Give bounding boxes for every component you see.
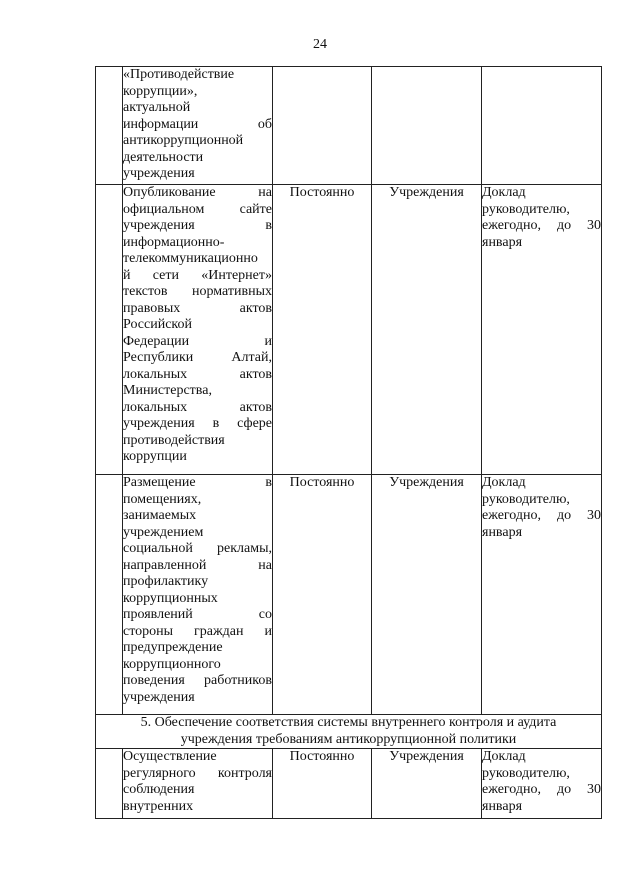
report-line: Доклад (482, 749, 526, 764)
page-number: 24 (313, 37, 327, 52)
executor-cell: Учреждения (372, 185, 482, 475)
activity-line: й сети «Интернет» (123, 267, 272, 283)
activity-line: коррупции (123, 449, 187, 464)
row-number-cell (96, 185, 123, 475)
report-line: января (482, 234, 523, 250)
term-cell: Постоянно (273, 185, 372, 475)
activity-line: внутренних (123, 798, 194, 814)
activity-line: Российской (123, 317, 192, 332)
activity-line: коррупционных (123, 590, 218, 606)
activity-line: официальном сайте (123, 201, 272, 217)
activity-line: Опубликование на (123, 185, 272, 200)
activity-line: регулярного контроля (123, 765, 272, 781)
activity-line: антикоррупционной (123, 133, 244, 148)
term-cell (273, 67, 372, 185)
activity-line: учреждением (123, 524, 204, 540)
activity-line: Федерации и (123, 333, 272, 349)
activity-line: противодействия (123, 432, 225, 448)
activity-cell (123, 67, 273, 185)
activity-line: деятельности (123, 149, 204, 165)
activity-line: локальных актов (123, 366, 272, 382)
activity-line: «Противодействие (123, 67, 235, 82)
table-row (96, 185, 602, 475)
report-cell (482, 749, 602, 819)
activity-line: предупреждение (123, 640, 223, 655)
report-line: января (482, 798, 523, 814)
report-line: руководителю, (482, 765, 570, 781)
executor-cell (372, 67, 482, 185)
activity-line: стороны граждан и (123, 623, 272, 639)
activity-line: локальных актов (123, 399, 272, 415)
activity-line: информационно- (123, 234, 225, 250)
activity-line: коррупции», (123, 83, 198, 99)
activity-line: Республики Алтай, (123, 350, 272, 365)
executor-cell: Учреждения (372, 475, 482, 715)
activity-line: профилактику (123, 574, 209, 589)
activity-line: помещениях, (123, 491, 202, 507)
activity-cell (123, 749, 273, 819)
table-row (96, 67, 602, 185)
activity-line: социальной рекламы, (123, 541, 272, 556)
report-cell (482, 67, 602, 185)
report-line: Доклад (482, 185, 526, 200)
report-line: Доклад (482, 475, 526, 490)
report-cell (482, 475, 602, 715)
section-heading-row (96, 715, 602, 749)
section-heading-line: учреждения требованиям антикоррупционной политики (180, 731, 517, 747)
activity-line: Министерства, (123, 383, 212, 398)
row-number-cell (96, 749, 123, 819)
report-line: руководителю, (482, 201, 570, 217)
section-heading-line: 5. Обеспечение соответствия системы внутреннего контроля и аудита (140, 715, 557, 730)
row-number-cell (96, 475, 123, 715)
activity-line: текстов нормативных (123, 284, 272, 299)
activity-line: направленной на (123, 557, 272, 573)
activity-line: правовых актов (123, 300, 272, 316)
activity-line: коррупционного (123, 656, 221, 672)
term-cell: Постоянно (273, 749, 372, 819)
table-row (96, 749, 602, 819)
report-line: января (482, 524, 523, 540)
report-line: ежегодно, до 30 (482, 508, 601, 523)
activity-line: учреждения (123, 689, 195, 705)
measures-table (95, 66, 602, 819)
activity-line: учреждения (123, 166, 195, 181)
activity-line: проявлений со (123, 607, 272, 622)
activity-line: телекоммуникационно (123, 251, 258, 266)
activity-line: информации об (123, 116, 272, 132)
report-line: руководителю, (482, 491, 570, 507)
term-cell: Постоянно (273, 475, 372, 715)
executor-cell: Учреждения (372, 749, 482, 819)
activity-cell (123, 475, 273, 715)
section-heading (96, 715, 602, 749)
activity-line: Размещение в (123, 475, 272, 490)
report-cell (482, 185, 602, 475)
report-line: ежегодно, до 30 (482, 218, 601, 233)
row-number-cell (96, 67, 123, 185)
activity-line: учреждения в сфере (123, 416, 272, 431)
activity-line: соблюдения (123, 782, 195, 797)
table-row (96, 475, 602, 715)
activity-line: учреждения в (123, 218, 272, 233)
activity-line: занимаемых (123, 508, 197, 523)
activity-cell (123, 185, 273, 475)
activity-line: Осуществление (123, 749, 217, 764)
activity-line: поведения работников (123, 673, 272, 688)
activity-line: актуальной (123, 100, 191, 115)
report-line: ежегодно, до 30 (482, 782, 601, 797)
